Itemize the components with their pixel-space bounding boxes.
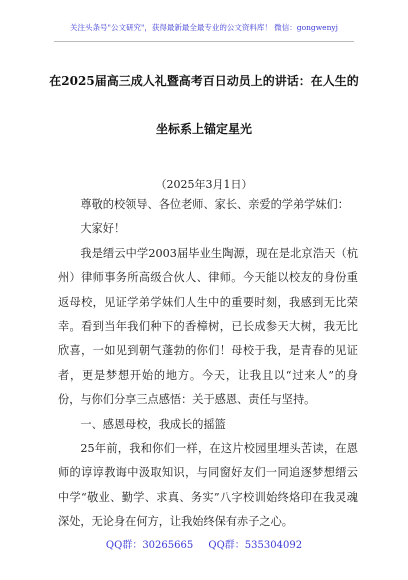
footer-contacts bbox=[0, 536, 408, 551]
header-banner: 关注头条号"公文研究"，获得最新最全最专业的公文资料库！ 微信：gongwenyj bbox=[70, 23, 338, 32]
document-title-line-1: 在2025届高三成人礼暨高考百日动员上的讲话：在人生的 bbox=[49, 74, 359, 88]
salutation: 尊敬的校领导、各位老师、家长、亲爱的学弟学妹们： bbox=[80, 198, 349, 211]
footer-qq-group-1: QQ群：30265665 bbox=[105, 540, 194, 551]
footer-qq-group-2: QQ群：535304092 bbox=[208, 540, 303, 551]
intro-paragraph: 我是缙云中学2003届毕业生陶源，现在是北京浩天（杭州）律师事务所高级合伙人、律师。今天能以校友的身份重返母校，见证学弟学妹们人生中的重要时刻，我感到无比荣幸。看到当年我们种下的香樟树，已长成参天大树，我无比欣喜，一如见到朝气蓬勃的你们！母校于我，是青春的见证者，更是梦想开始的地方。今天，让我且以“过来人”的身份，与你们分享三点感悟：关于感恩、责任与坚持。 bbox=[58, 246, 358, 407]
greeting: 大家好！ bbox=[80, 222, 126, 236]
section-paragraph: 25年前，我和你们一样，在这片校园里埋头苦读，在恩师的谆谆教诲中汲取知识，与同窗好友们一同追逐梦想缙云中学“敬业、勤学、求真、务实”八字校训始终烙印在我灵魂深处，无论身在何方，让我始终保有赤子之心。 bbox=[58, 442, 358, 529]
document-body bbox=[58, 193, 358, 535]
document-date: （2025年3月1日） bbox=[155, 178, 253, 191]
document-title-line-2: 坐标系上锚定星光 bbox=[155, 122, 252, 136]
header-divider bbox=[54, 41, 354, 42]
section-heading: 一、感恩母校，我成长的摇篮 bbox=[80, 417, 226, 431]
